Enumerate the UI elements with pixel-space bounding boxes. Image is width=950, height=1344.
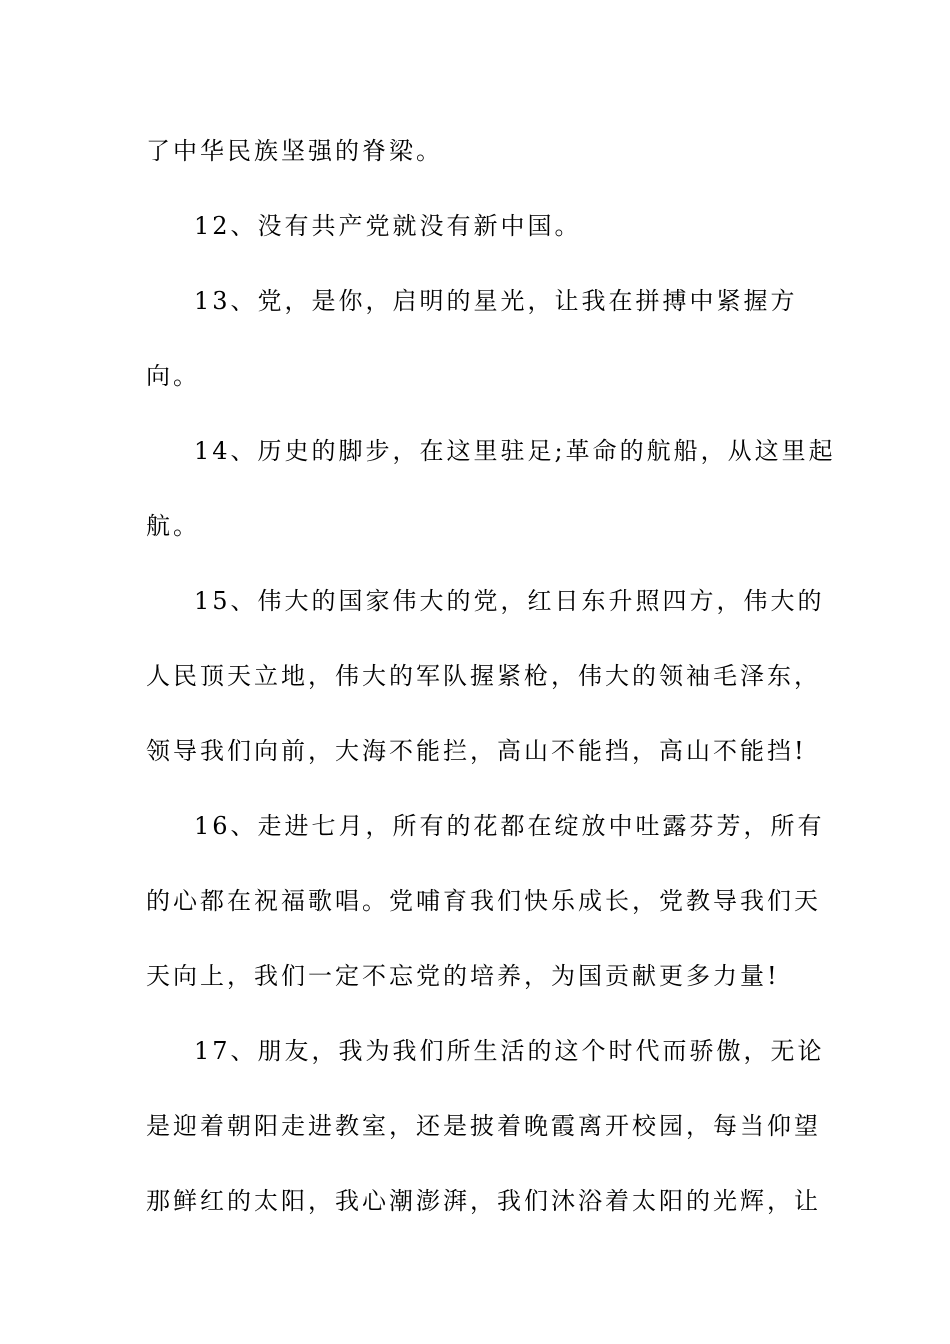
text-line-2: 12、没有共产党就没有新中国。: [194, 212, 582, 240]
text-line-12: 天向上，我们一定不忘党的培养，为国贡献更多力量!: [146, 962, 780, 990]
text-line-7: 15、伟大的国家伟大的党，红日东升照四方，伟大的: [194, 587, 825, 615]
text-line-14: 是迎着朝阳走进教室，还是披着晚霞离开校园，每当仰望: [146, 1112, 821, 1140]
text-line-1: 了中华民族坚强的脊梁。: [146, 137, 443, 165]
text-line-13: 17、朋友，我为我们所生活的这个时代而骄傲，无论: [194, 1037, 825, 1065]
text-line-3: 13、党，是你，启明的星光，让我在拼搏中紧握方: [194, 287, 798, 315]
text-line-5: 14、历史的脚步，在这里驻足;革命的航船，从这里起: [194, 437, 836, 465]
text-line-11: 的心都在祝福歌唱。党哺育我们快乐成长，党教导我们天: [146, 887, 821, 915]
text-line-9: 领导我们向前，大海不能拦，高山不能挡，高山不能挡!: [146, 737, 807, 765]
text-line-15: 那鲜红的太阳，我心潮澎湃，我们沐浴着太阳的光辉，让: [146, 1187, 821, 1215]
text-line-10: 16、走进七月，所有的花都在绽放中吐露芬芳，所有: [194, 812, 825, 840]
text-line-4: 向。: [146, 362, 200, 390]
text-line-8: 人民顶天立地，伟大的军队握紧枪，伟大的领袖毛泽东，: [146, 662, 821, 690]
text-line-6: 航。: [146, 512, 200, 540]
